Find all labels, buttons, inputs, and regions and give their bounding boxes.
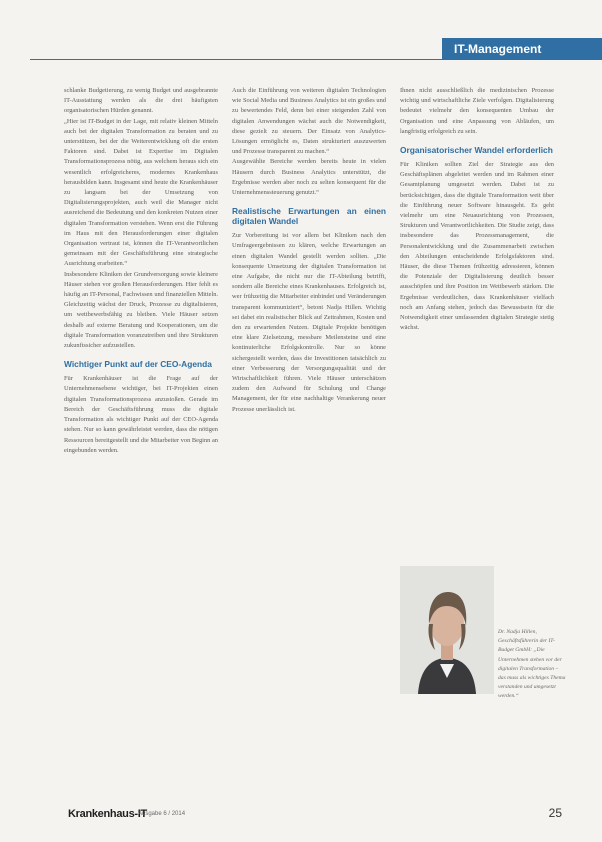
header-bar — [0, 38, 602, 60]
issue-label: Ausgabe 6 / 2014 — [138, 811, 186, 817]
section-heading: Organisatorischer Wandel erforderlich — [400, 145, 553, 156]
body-paragraph: Ausgewählte Bereiche werden bereits heute in vielen Häusern durch Business Analytics unterstützt, die Ergebnisse werden aber noch zu selten konsequent für die Unternehmenssteuerung genutzt.“ — [232, 158, 386, 197]
body-paragraph: „Hier ist IT-Budget in der Lage, mit relativ kleinen Mitteln auch bei der digitalen Transformation zu beraten und zu unterstützen, bei der die Weiterentwicklung oft die ersten Faktoren sind. Dabei ist Expertise im Digitalen Transformationsprozess nötig, aus welchem heraus sich ein wesentlich erfolgreicheres, modernes Krankenhaus herausbilden kann. Insgesamt sind heute die Krankenhäuser zu langsam bei der Umsetzung von Digitalisierungsprojekten, auch weil die Manager nicht ausreichend die Bedeutung und den konkreten Nutzen einer digitalen Transformation verstehen. Wenn erst die Führung im Haus mit den Herausforderungen einer digitalen Organisation vertraut ist, können die IT-Verantwortlichen gemeinsam mit der Geschäftsführung eine strategische Ausrichtung erarbeiten.“ — [64, 117, 218, 268]
column-2 — [232, 86, 386, 415]
body-paragraph: Ihnen nicht ausschließlich die medizinischen Prozesse wichtig und wirtschaftliche Ziele verfolgen. Digitalisierung bedeutet vielmehr den konsequenten Umbau der Organisation und eine Anpassung von Abläufen, um langfristig erfolgreich zu sein. — [400, 87, 554, 135]
body-paragraph: Zur Vorbereitung ist vor allem bei Kliniken nach den Umfrageergebnissen zu klären, welche Erwartungen an einen digitalen Wandel gestellt werden sollten. „Die konsequente Umsetzung der digitalen Transformation ist eine Aufgabe, die nicht nur die IT-Abteilung betrifft, sondern alle Bereiche eines Krankenhauses. Erfolgreich ist, wer frühzeitig die Mitarbeiter einbindet und Veränderungen transparent kommuniziert“, betont Nadja Hillen. Wichtig sei dabei ein realistischer Blick auf Zeitrahmen, Kosten und den zu erwartenden Nutzen. Digitale Projekte benötigen eine klare Zielsetzung, messbare Meilensteine und eine kontinuierliche Erfolgskontrolle. Nur so könne sichergestellt werden, dass die Investitionen tatsächlich zu einer Verbesserung der Versorgungsqualität und der Wirtschaftlichkeit führen. Viele Häuser unterschätzen zudem den Aufwand für Schulung und Change Management, der für eine nachhaltige Verankerung neuer Prozesse unerlässlich ist. — [232, 232, 386, 413]
publication-logo: Krankenhaus-IT — [68, 808, 147, 820]
body-paragraph: Für Krankenhäuser ist die Frage auf der Unternehmensebene wichtiger, bei IT-Projekten einen digitalen Transformationsprozess anzustoßen. Gerade im Bereich der Geschäftsführung muss die digitale Transformation als wichtiger Punkt auf der CEO-Agenda stehen. Nur so kann gewährleistet werden, dass die nötigen Ressourcen bereitgestellt und die Mitarbeiter von Beginn an eingebunden werden. — [64, 375, 218, 454]
section-title: IT-Management — [442, 38, 602, 60]
page-number: 25 — [548, 806, 562, 820]
section-heading: Realistische Erwartungen an einen digitalen Wandel — [232, 206, 386, 227]
column-1 — [64, 86, 218, 456]
body-paragraph: Für Kliniken sollten Ziel der Strategie aus den Geschäftsplänen abgeleitet werden und im Rahmen einer Gesamtplanung umgesetzt werden. Dabei ist zu berücksichtigen, dass die digitale Transformation weit über die Einführung neuer Software hinausgeht. Es geht vielmehr um eine Neuausrichtung von Prozessen, Strukturen und Verantwortlichkeiten. Die Studie zeigt, dass insbesondere das Prozessmanagement, die Personalentwicklung und die Zusammenarbeit zwischen den Abteilungen entscheidende Erfolgsfaktoren sind. Häuser, die diese Themen frühzeitig adressieren, können die Potenziale der Digitalisierung deutlich besser ausschöpfen und ihre Position im Wettbewerb stärken. Die Ergebnisse verdeutlichen, dass Krankenhäuser vielfach noch am Anfang stehen, jedoch das Bewusstsein für die Notwendigkeit einer umfassenden digitalen Strategie stetig wächst. — [400, 161, 554, 332]
photo-caption: Dr. Nadja Hillen, Geschäftsführerin der IT-Budget GmbH: „Die Unternehmen stehen vor der digitalen Transformation – das muss als wichtiges Thema verstanden und umgesetzt werden.“ — [498, 629, 566, 700]
section-heading: Wichtiger Punkt auf der CEO-Agenda — [64, 359, 212, 370]
body-paragraph: Insbesondere Kliniken der Grundversorgung sowie kleinere Häuser stehen vor großen Herausforderungen. Hier fehlt es häufig an IT-Personal, Fachwissen und finanziellen Mitteln. Gleichzeitig wächst der Druck, Prozesse zu digitalisieren, um wettbewerbsfähig zu bleiben. Viele Häuser setzen deshalb auf externe Beratung und Kooperationen, um die digitale Transformation voranzutreiben und ihre Strukturen zukunftssicher aufzustellen. — [64, 270, 218, 350]
column-3 — [400, 86, 554, 333]
portrait-photo — [400, 566, 494, 694]
portrait-image — [400, 566, 494, 694]
body-paragraph: Auch die Einführung von weiteren digitalen Technologien wie Social Media und Business Analytics ist ein großes und zu bewertendes Feld, denn bei einer steigenden Zahl von digitalen Anwendungen wächst auch die Notwendigkeit, diese gezielt zu steuern. Der Einsatz von Analytics-Lösungen ermöglicht es, Daten strukturiert auszuwerten und Prozesse transparent zu machen.“ — [232, 87, 386, 156]
body-paragraph: schlanke Budgetierung, zu wenig Budget und ausgebrannte IT-Ausstattung werden als die drei häufigsten organisatorischen Hürden genannt. — [64, 87, 218, 115]
